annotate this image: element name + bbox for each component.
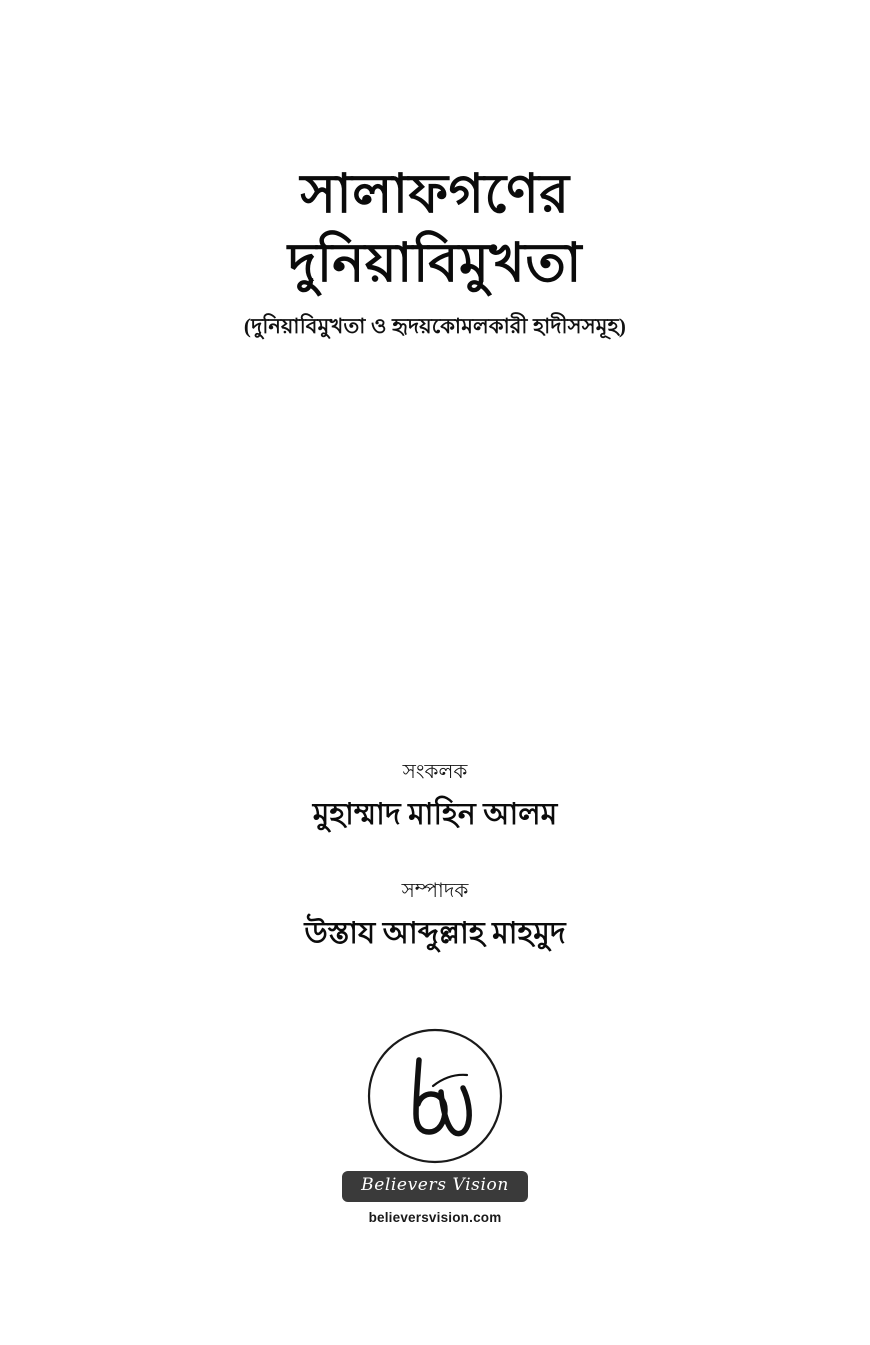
compiler-name: মুহাম্মাদ মাহিন আলম — [312, 798, 558, 831]
editor-name: উস্তায আব্দুল্লাহ মাহমুদ — [304, 917, 566, 950]
credits-block — [0, 758, 870, 956]
compiler-role-label: সংকলক — [402, 761, 468, 783]
title-block — [0, 160, 870, 345]
believers-vision-monogram-icon — [367, 1028, 503, 1164]
page-subtitle: (দুনিয়াবিমুখতা ও হৃদয়কোমলকারী হাদীসসমূহ) — [243, 314, 627, 339]
publisher-wordmark: Believers Vision — [343, 1172, 527, 1201]
page-title-line-1: সালাফগণের — [300, 164, 570, 224]
publisher-url: believersvision.com — [368, 1210, 502, 1225]
editor-role-label: সম্পাদক — [401, 880, 469, 902]
publisher-logo-block — [0, 1028, 870, 1225]
credits-spacer — [0, 837, 870, 877]
page-title-line-2: দুনিয়াবিমুখতা — [287, 233, 583, 294]
